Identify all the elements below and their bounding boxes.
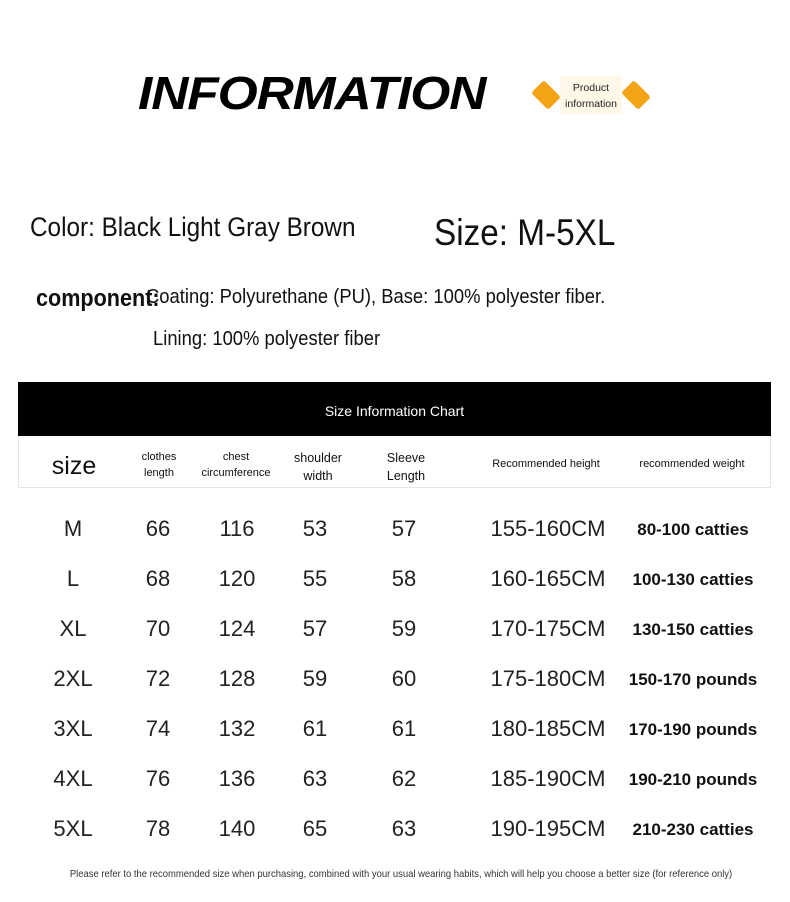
- cell-weight: 100-130 catties: [632, 570, 754, 589]
- cell-shoulder: 65: [302, 816, 328, 841]
- header-recommended-height: Recommended height: [492, 458, 600, 470]
- header-recommended-weight: recommended weight: [639, 458, 745, 470]
- cell-shoulder: 57: [302, 616, 328, 641]
- cell-shoulder: 55: [302, 566, 328, 591]
- color-spec: Color: Black Light Gray Brown: [30, 212, 356, 242]
- cell-length: 70: [145, 616, 171, 641]
- cell-chest: 140: [218, 816, 256, 841]
- cell-chest: 132: [218, 716, 256, 741]
- cell-weight: 210-230 catties: [632, 820, 754, 839]
- header-chest: [191, 449, 281, 481]
- component-coating: Coating: Polyurethane (PU), Base: 100% polyester fiber.: [146, 286, 606, 308]
- cell-length: 66: [145, 516, 171, 541]
- cell-height: 180-185CM: [490, 716, 606, 741]
- header-sleeve: [366, 449, 446, 485]
- cell-size: XL: [59, 616, 87, 641]
- header-shoulder: [278, 449, 358, 485]
- cell-sleeve: 59: [391, 616, 417, 641]
- header-chest-line1: chest: [222, 451, 250, 463]
- cell-shoulder: 61: [302, 716, 328, 741]
- cell-chest: 116: [219, 516, 255, 541]
- chart-title: Size Information Chart: [324, 403, 465, 419]
- cell-size: M: [63, 516, 83, 541]
- cell-weight: 150-170 pounds: [628, 670, 758, 689]
- column-header-row: [18, 437, 771, 488]
- cell-chest: 120: [218, 566, 256, 591]
- cell-weight: 190-210 pounds: [628, 770, 758, 789]
- badge-line1: Product: [572, 82, 610, 94]
- cell-chest: 136: [218, 766, 256, 791]
- cell-size: 2XL: [53, 666, 93, 691]
- cell-height: 185-190CM: [490, 766, 606, 791]
- cell-sleeve: 63: [391, 816, 417, 841]
- cell-size: 3XL: [53, 716, 93, 741]
- cell-length: 76: [145, 766, 171, 791]
- cell-height: 175-180CM: [490, 666, 606, 691]
- cell-height: 170-175CM: [490, 616, 606, 641]
- cell-weight: 80-100 catties: [637, 520, 749, 539]
- cell-shoulder: 63: [302, 766, 328, 791]
- header-shoulder-line1: shoulder: [294, 451, 342, 465]
- cell-size: 4XL: [53, 766, 93, 791]
- cell-height: 190-195CM: [490, 816, 606, 841]
- cell-length: 78: [145, 816, 171, 841]
- footnote: Please refer to the recommended size when purchasing, combined with your usual wearing habits, which will help you choose a better size (for reference only): [69, 868, 733, 880]
- header-shoulder-line2: width: [303, 469, 333, 483]
- cell-weight: 170-190 pounds: [628, 720, 758, 739]
- cell-length: 68: [145, 566, 171, 591]
- header-chest-line2: circumference: [201, 467, 271, 479]
- cell-sleeve: 57: [391, 516, 417, 541]
- cell-length: 72: [145, 666, 171, 691]
- cell-sleeve: 61: [391, 716, 417, 741]
- header-clothes-length-line2: length: [144, 467, 174, 479]
- cell-sleeve: 62: [391, 766, 417, 791]
- information-title: INFORMATION: [138, 67, 486, 119]
- badge-line2: information: [565, 98, 617, 110]
- cell-shoulder: 59: [302, 666, 328, 691]
- cell-sleeve: 58: [391, 566, 417, 591]
- cell-height: 160-165CM: [490, 566, 606, 591]
- header-sleeve-line1: Sleeve: [386, 451, 426, 465]
- cell-chest: 128: [218, 666, 256, 691]
- cell-height: 155-160CM: [490, 516, 606, 541]
- cell-chest: 124: [218, 616, 256, 641]
- component-lining: Lining: 100% polyester fiber: [153, 328, 381, 350]
- right-diamond-icon: [621, 80, 651, 110]
- cell-sleeve: 60: [391, 666, 417, 691]
- product-information-badge: [530, 76, 652, 114]
- size-spec: Size: M-5XL: [434, 212, 616, 253]
- cell-size: L: [66, 566, 80, 591]
- cell-size: 5XL: [53, 816, 93, 841]
- left-diamond-icon: [531, 80, 561, 110]
- cell-length: 74: [145, 716, 171, 741]
- header-sleeve-line2: Length: [386, 469, 426, 483]
- cell-shoulder: 53: [302, 516, 328, 541]
- header-size: size: [51, 452, 97, 480]
- component-label: component:: [36, 285, 160, 312]
- cell-weight: 130-150 catties: [632, 620, 754, 639]
- header-clothes-length-line1: clothes: [141, 451, 177, 463]
- header-clothes-length: [119, 449, 199, 481]
